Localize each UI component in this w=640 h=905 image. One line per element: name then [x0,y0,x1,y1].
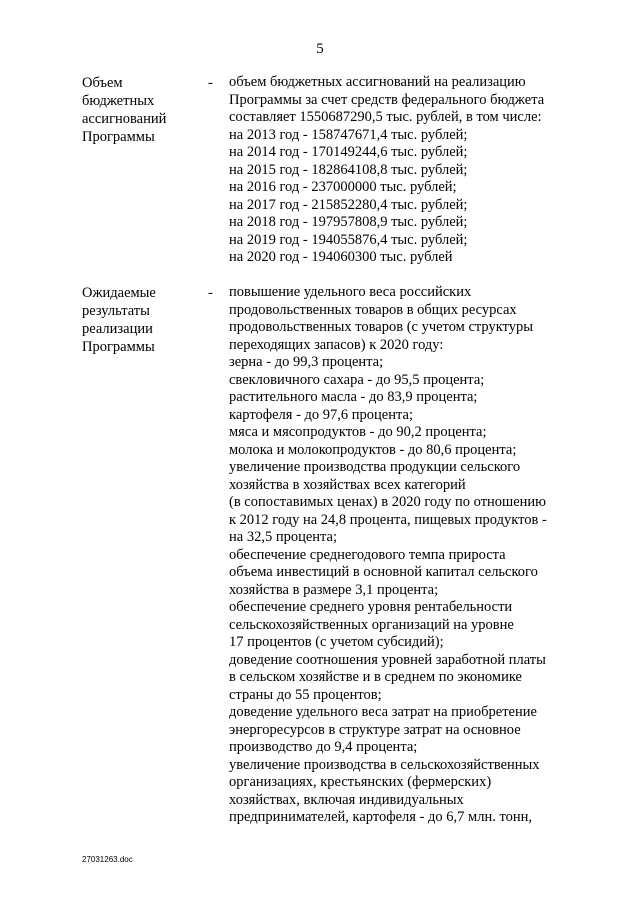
content-line: к 2012 году на 24,8 процента, пищевых продуктов - [229,511,547,528]
content-line: на 2015 год - 182864108,8 тыс. рублей; [229,161,468,178]
content-line: на 2020 год - 194060300 тыс. рублей [229,249,453,265]
content-line: хозяйствах, включая индивидуальных [229,791,464,808]
content-line: производство до 9,4 процента; [229,739,418,755]
content-line: в сельском хозяйстве и в среднем по экономике [229,669,522,685]
content-line: переходящих запасов) к 2020 году: [229,336,444,353]
content-line: увеличение производства продукции сельского [229,459,521,475]
content-line: объем бюджетных ассигнований на реализацию [229,74,526,90]
label-line: реализации [82,321,153,337]
content-line: организациях, крестьянских (фермерских) [229,774,492,790]
label-line: Программы [82,339,155,355]
content-line: Программы за счет средств федерального бюджета [229,91,545,108]
content-line: хозяйства в размере 3,1 процента; [229,581,439,598]
section-content [229,74,634,267]
section-dash: - [208,285,213,301]
content-line: свекловичного сахара - до 95,5 процента; [229,371,485,388]
section-label [82,284,202,356]
content-line: объема инвестиций в основной капитал сельского [229,564,538,580]
content-line: на 32,5 процента; [229,529,338,545]
content-line: картофеля - до 97,6 процента; [229,406,413,423]
content-line: растительного масла - до 83,9 процента; [229,389,478,405]
label-line: бюджетных [82,93,155,109]
section-content [229,284,634,827]
content-line: доведение удельного веса затрат на приобретение [229,704,537,720]
label-line: Программы [82,129,155,145]
content-line: (в сопоставимых ценах) в 2020 году по отношению [229,494,546,510]
content-line: продовольственных товаров (с учетом структуры [229,319,533,335]
content-line: молока и молокопродуктов - до 80,6 процента; [229,441,517,458]
section-label [82,74,202,146]
label-line: Объем [82,75,123,91]
content-line: на 2014 год - 170149244,6 тыс. рублей; [229,144,468,160]
content-line: мяса и мясопродуктов - до 90,2 процента; [229,424,487,440]
content-line: на 2016 год - 237000000 тыс. рублей; [229,179,457,195]
content-line: страны до 55 процентов; [229,686,382,703]
content-line: сельскохозяйственных организаций на уровне [229,616,514,633]
label-line: ассигнований [82,111,167,127]
label-line: результаты [82,303,150,319]
section-dash: - [208,75,213,91]
content-line: доведение соотношения уровней заработной платы [229,651,546,668]
content-line: зерна - до 99,3 процента; [229,354,384,370]
page-number: 5 [316,41,324,57]
content-line: на 2017 год - 215852280,4 тыс. рублей; [229,196,468,213]
content-line: составляет 1550687290,5 тыс. рублей, в том числе: [229,109,542,125]
label-line: Ожидаемые [82,285,156,301]
content-line: на 2019 год - 194055876,4 тыс. рублей; [229,231,468,248]
content-line: обеспечение среднегодового темпа прироста [229,546,506,563]
content-line: 17 процентов (с учетом субсидий); [229,634,444,650]
content-line: повышение удельного веса российских [229,284,472,300]
content-line: обеспечение среднего уровня рентабельности [229,599,513,615]
content-line: хозяйства в хозяйствах всех категорий [229,476,466,493]
content-line: энергоресурсов в структуре затрат на основное [229,721,521,738]
content-line: на 2013 год - 158747671,4 тыс. рублей; [229,126,468,143]
content-line: увеличение производства в сельскохозяйственных [229,756,540,773]
content-line: предпринимателей, картофеля - до 6,7 млн. тонн, [229,809,533,825]
content-line: продовольственных товаров в общих ресурсах [229,301,517,318]
document-filename: 27031263.doc [82,855,133,864]
content-line: на 2018 год - 197957808,9 тыс. рублей; [229,214,468,230]
